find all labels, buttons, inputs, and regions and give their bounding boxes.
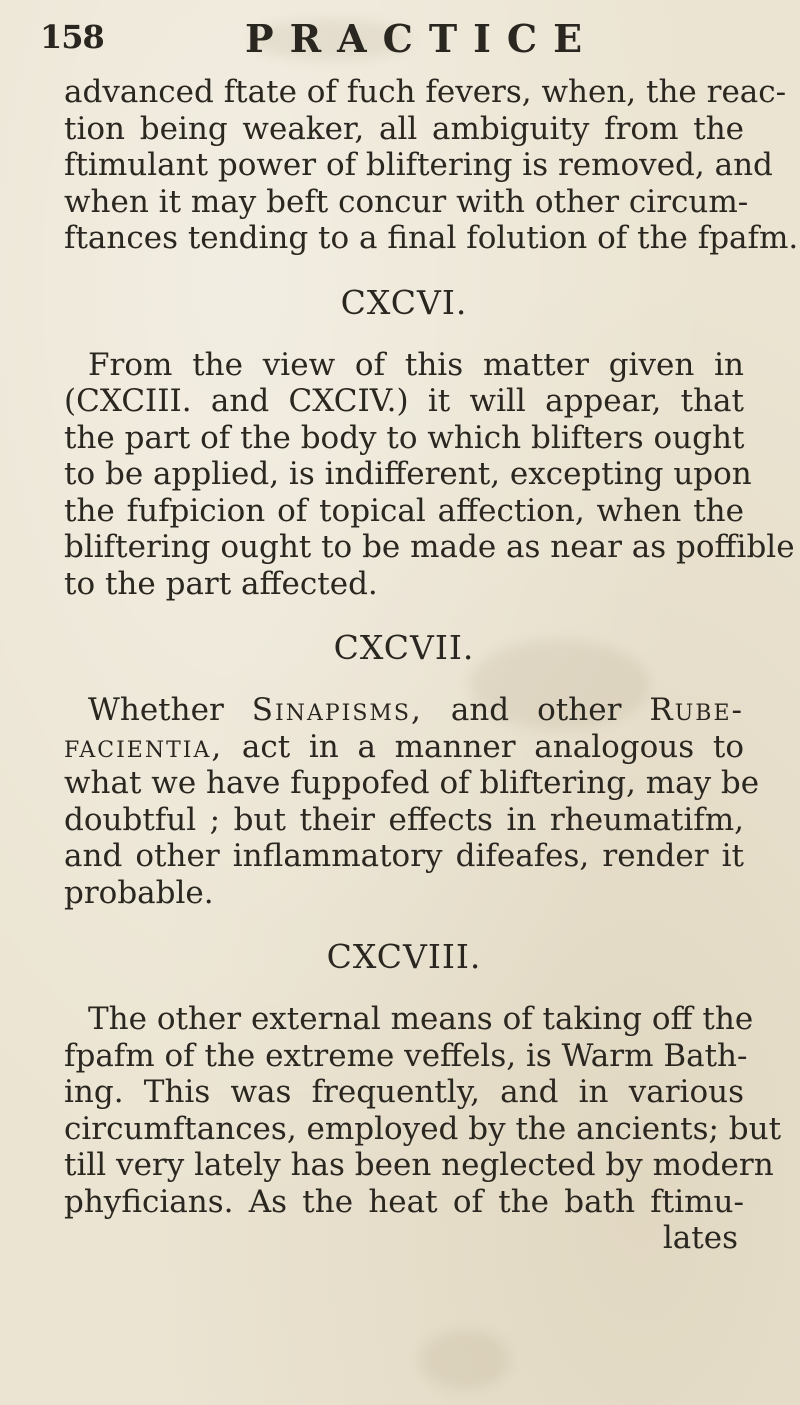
- paper-stain: [420, 1330, 510, 1390]
- text-line: (CXCIII. and CXCIV.) it will appear, that: [64, 383, 744, 419]
- text-line: to the part affected.: [64, 565, 378, 602]
- text-line: till very lately has been neglected by modern: [64, 1147, 774, 1183]
- page-number: 158: [40, 18, 104, 56]
- text-line: fpafm of the extreme veffels, is Warm Bath-: [64, 1037, 748, 1074]
- text-line: ftances tending to a final folution of the fpafm.: [64, 220, 799, 256]
- text-line: probable.: [64, 874, 214, 911]
- text-line: doubtful ; but their effects in rheumatifm,: [64, 801, 744, 838]
- text-run: and other: [422, 692, 650, 728]
- text-line: The other external means of taking off the: [88, 1001, 754, 1037]
- section-heading: CXCVIII.: [326, 937, 482, 976]
- text-line: the part of the body to which blifters ought: [64, 419, 745, 456]
- section-heading: CXCVII.: [333, 628, 475, 667]
- paragraph-continued: [64, 74, 799, 257]
- text-line: what we have fuppofed of bliftering, may be: [64, 765, 760, 801]
- text-line: From the view of this matter given in: [88, 346, 744, 383]
- text-line: tion being weaker, all ambiguity from the: [64, 110, 744, 147]
- text-line: bliftering ought to be made as near as poffible: [64, 529, 795, 565]
- page-header: [40, 8, 760, 68]
- text-line: and other inflammatory difeafes, render it: [64, 838, 744, 874]
- text-line: to be applied, is indifferent, excepting upon: [64, 456, 752, 492]
- running-head: PRACTICE: [245, 16, 599, 61]
- text-run: act in a manner analogous to: [223, 728, 744, 765]
- text-line: [64, 729, 744, 766]
- text-line: advanced ftate of fuch fevers, when, the reac-: [64, 74, 787, 110]
- paragraph-cxcviii: [64, 1001, 782, 1257]
- paragraph-cxcvii: [64, 692, 760, 911]
- text-line: [64, 692, 744, 729]
- text-line: circumftances, employed by the ancients; but: [64, 1110, 782, 1147]
- term-rubefacientia: Rube-: [649, 692, 744, 728]
- term-rubefacientia-cont: facientia,: [64, 728, 224, 765]
- page-body: [64, 74, 799, 1257]
- text-line: ing. This was frequently, and in various: [64, 1074, 744, 1110]
- term-sinapisms: Sinapisms,: [251, 692, 423, 728]
- text-line: ftimulant power of bliftering is removed, and: [64, 147, 773, 183]
- text-line: the fufpicion of topical affection, when the: [64, 492, 744, 529]
- paragraph-cxcvi: [64, 346, 795, 603]
- text-run: Whether: [88, 692, 252, 728]
- catchword: lates: [662, 1220, 738, 1256]
- section-heading: CXCVI.: [340, 282, 468, 322]
- text-line: phyficians. As the heat of the bath ftimu-: [64, 1183, 744, 1220]
- text-line: when it may beft concur with other circum-: [64, 183, 749, 220]
